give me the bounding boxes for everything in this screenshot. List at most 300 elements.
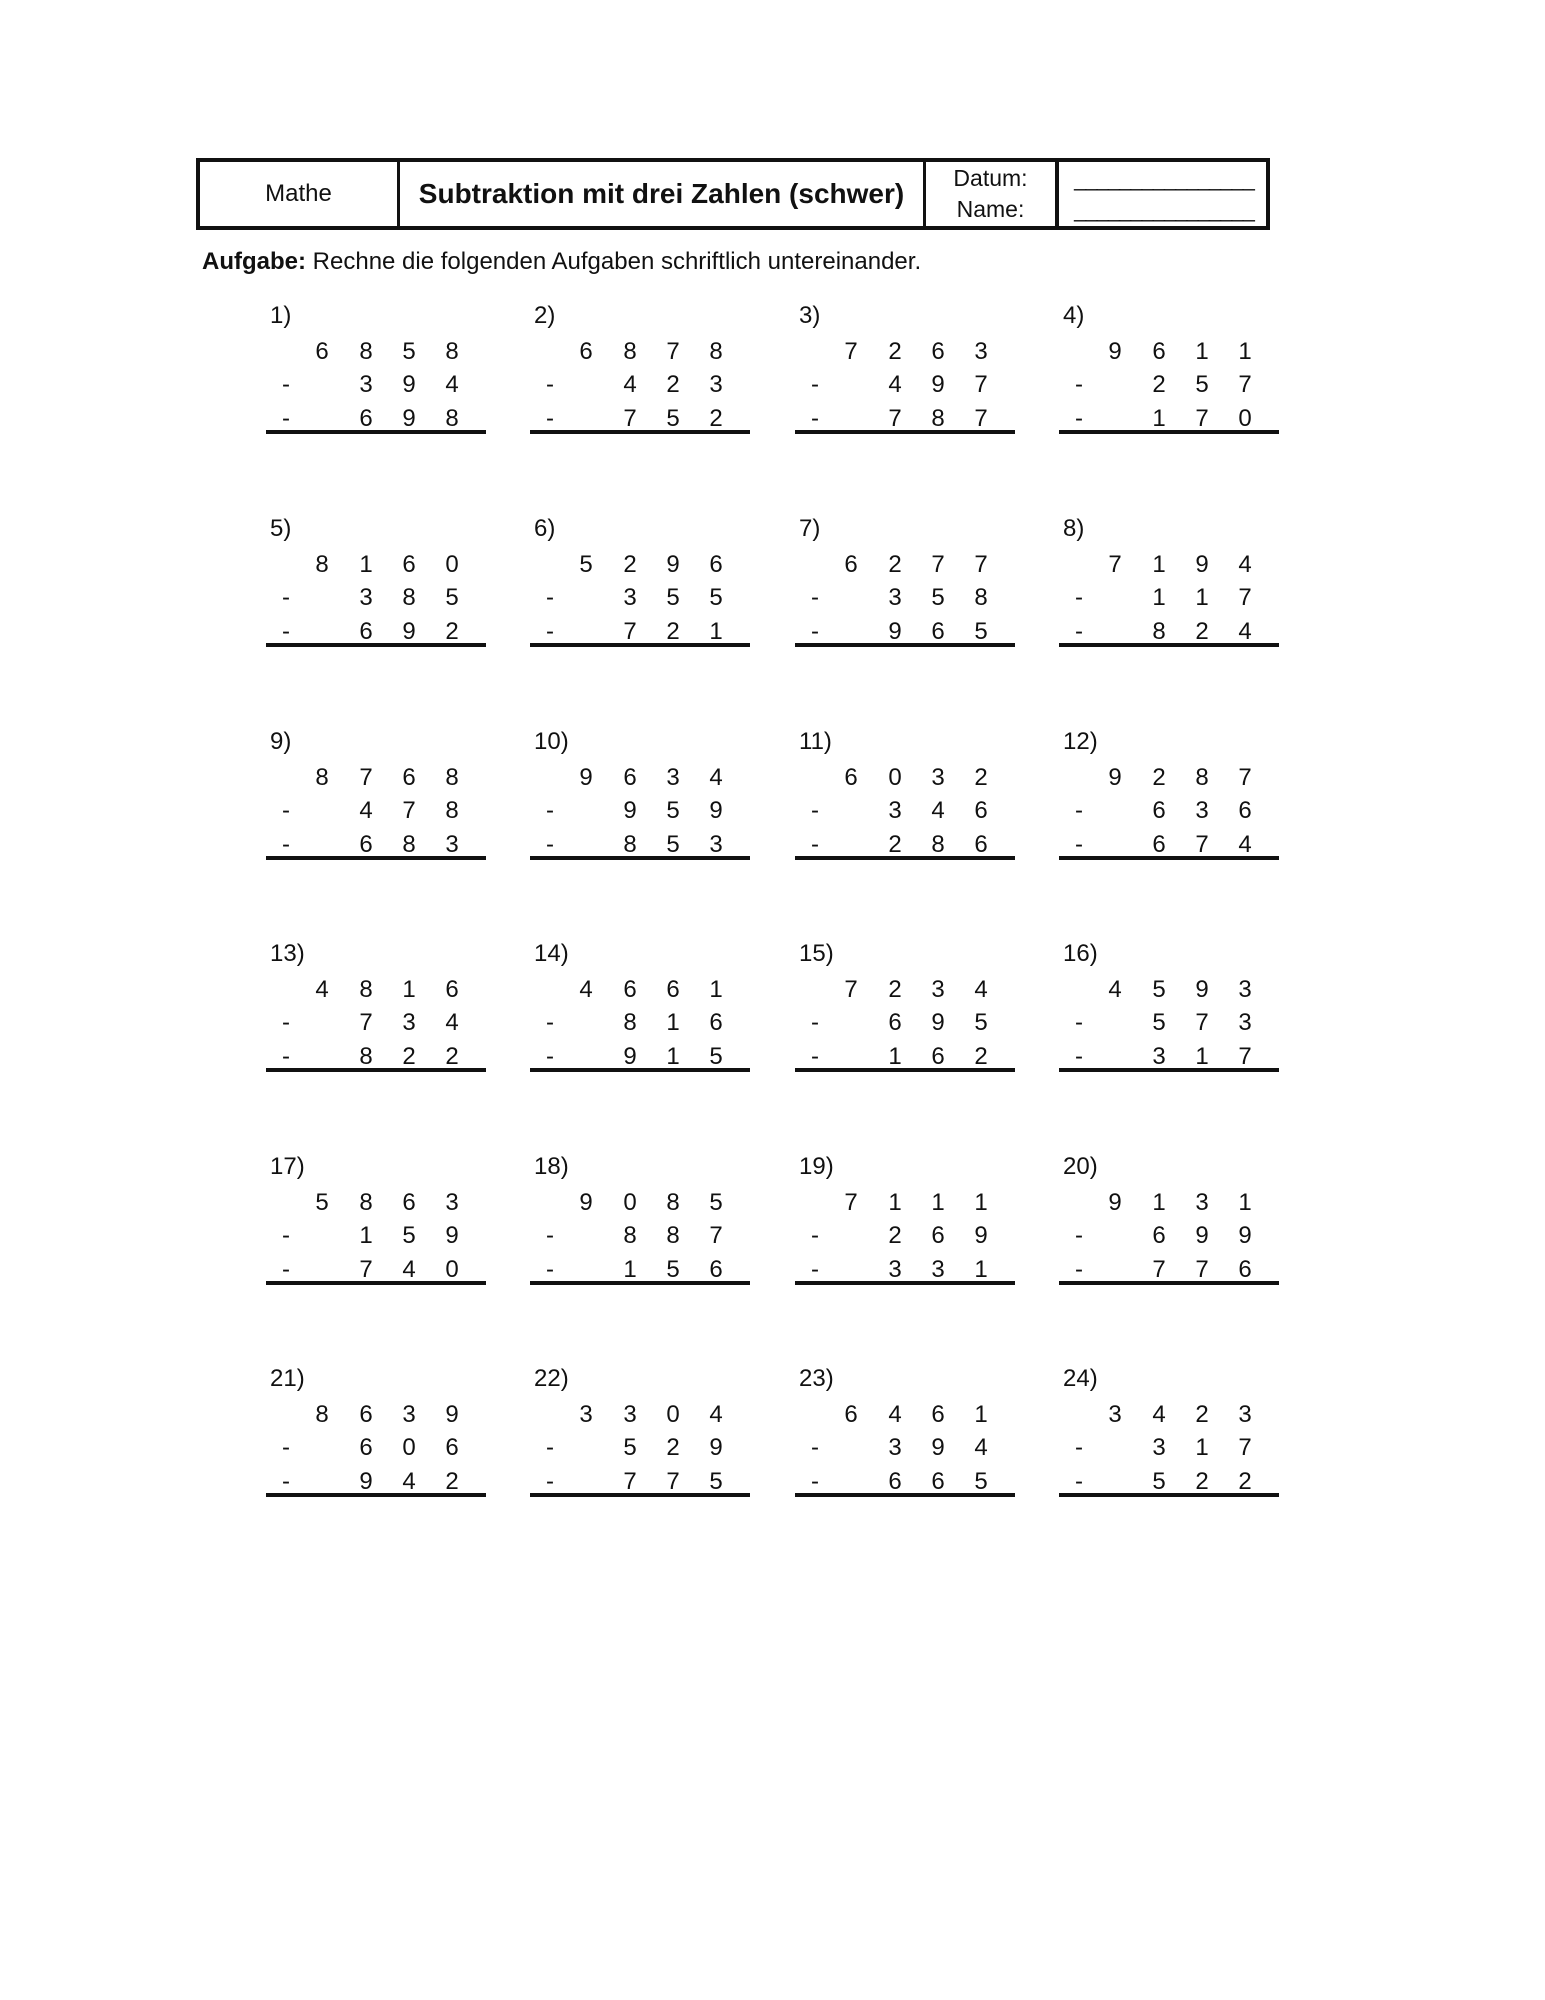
operator: - xyxy=(546,1009,554,1036)
digit: 7 xyxy=(844,1189,858,1216)
page-title: Subtraktion mit drei Zahlen (schwer) xyxy=(418,178,905,209)
problem-row xyxy=(1059,764,1279,797)
digit: 0 xyxy=(445,551,459,578)
problem-2 xyxy=(530,302,750,452)
digit: 6 xyxy=(1238,797,1252,824)
operator: - xyxy=(282,831,290,858)
problem-23 xyxy=(795,1365,1015,1515)
digit: 6 xyxy=(709,1256,723,1283)
digit: 6 xyxy=(623,764,637,791)
digit: 4 xyxy=(709,764,723,791)
digit: 4 xyxy=(445,371,459,398)
problem-12 xyxy=(1059,728,1279,878)
digit: 6 xyxy=(844,551,858,578)
digit: 2 xyxy=(402,1043,416,1070)
digit: 5 xyxy=(666,797,680,824)
problem-row xyxy=(530,976,750,1009)
digit: 8 xyxy=(623,1222,637,1249)
digit: 4 xyxy=(402,1468,416,1495)
digit: 3 xyxy=(402,1009,416,1036)
digit: 3 xyxy=(709,371,723,398)
problem-5 xyxy=(266,515,486,665)
operator: - xyxy=(546,1043,554,1070)
problem-number: 19) xyxy=(799,1153,834,1180)
operator: - xyxy=(811,618,819,645)
problem-row xyxy=(530,371,750,404)
digit: 5 xyxy=(623,1434,637,1461)
digit: 8 xyxy=(445,797,459,824)
digit: 0 xyxy=(623,1189,637,1216)
problem-row xyxy=(795,797,1015,830)
problem-row xyxy=(266,797,486,830)
digit: 7 xyxy=(888,405,902,432)
digit: 5 xyxy=(709,1043,723,1070)
digit: 7 xyxy=(1238,764,1252,791)
result-line xyxy=(1059,1068,1279,1072)
digit: 8 xyxy=(623,831,637,858)
digit: 9 xyxy=(888,618,902,645)
digit: 7 xyxy=(623,618,637,645)
digit: 8 xyxy=(445,764,459,791)
result-line xyxy=(266,1493,486,1497)
operator: - xyxy=(546,1222,554,1249)
problem-row xyxy=(795,1222,1015,1255)
operator: - xyxy=(282,584,290,611)
digit: 2 xyxy=(709,405,723,432)
digit: 8 xyxy=(445,405,459,432)
digit: 1 xyxy=(1152,551,1166,578)
operator: - xyxy=(1075,371,1083,398)
date-label: Datum: xyxy=(953,165,1028,191)
problem-19 xyxy=(795,1153,1015,1303)
digit: 5 xyxy=(315,1189,329,1216)
digit: 1 xyxy=(1152,584,1166,611)
digit: 2 xyxy=(888,551,902,578)
digit: 3 xyxy=(1108,1401,1122,1428)
digit: 3 xyxy=(666,764,680,791)
problem-row xyxy=(530,1009,750,1042)
digit: 6 xyxy=(402,1189,416,1216)
result-line xyxy=(530,643,750,647)
problem-row xyxy=(266,764,486,797)
problem-row xyxy=(266,584,486,617)
digit: 5 xyxy=(1195,371,1209,398)
subject-label: Mathe xyxy=(265,180,332,207)
operator: - xyxy=(282,797,290,824)
digit: 3 xyxy=(445,831,459,858)
digit: 3 xyxy=(402,1401,416,1428)
problem-row xyxy=(266,371,486,404)
digit: 3 xyxy=(1152,1043,1166,1070)
digit: 7 xyxy=(974,551,988,578)
digit: 7 xyxy=(974,405,988,432)
problem-22 xyxy=(530,1365,750,1515)
digit: 3 xyxy=(888,1434,902,1461)
problem-11 xyxy=(795,728,1015,878)
digit: 4 xyxy=(445,1009,459,1036)
digit: 3 xyxy=(1238,976,1252,1003)
digit: 9 xyxy=(1108,338,1122,365)
digit: 7 xyxy=(844,976,858,1003)
digit: 4 xyxy=(1108,976,1122,1003)
problem-row xyxy=(795,1009,1015,1042)
digit: 6 xyxy=(1152,1222,1166,1249)
digit: 2 xyxy=(974,1043,988,1070)
digit: 1 xyxy=(931,1189,945,1216)
problem-9 xyxy=(266,728,486,878)
digit: 8 xyxy=(315,1401,329,1428)
digit: 9 xyxy=(974,1222,988,1249)
result-line xyxy=(266,1281,486,1285)
result-line xyxy=(795,430,1015,434)
digit: 5 xyxy=(666,584,680,611)
digit: 8 xyxy=(315,551,329,578)
digit: 7 xyxy=(1195,1256,1209,1283)
problem-row xyxy=(1059,551,1279,584)
problem-row xyxy=(1059,338,1279,371)
operator: - xyxy=(282,618,290,645)
problem-1 xyxy=(266,302,486,452)
digit: 6 xyxy=(888,1468,902,1495)
problem-row xyxy=(1059,1189,1279,1222)
digit: 1 xyxy=(1152,1189,1166,1216)
digit: 7 xyxy=(1195,831,1209,858)
digit: 1 xyxy=(888,1189,902,1216)
digit: 2 xyxy=(888,1222,902,1249)
operator: - xyxy=(1075,1222,1083,1249)
digit: 4 xyxy=(402,1256,416,1283)
digit: 4 xyxy=(888,1401,902,1428)
problem-number: 7) xyxy=(799,515,821,542)
digit: 8 xyxy=(359,1189,373,1216)
operator: - xyxy=(811,831,819,858)
problem-row xyxy=(266,1009,486,1042)
operator: - xyxy=(1075,584,1083,611)
digit: 6 xyxy=(359,1434,373,1461)
problem-row xyxy=(1059,371,1279,404)
digit: 2 xyxy=(888,338,902,365)
problem-number: 15) xyxy=(799,940,834,967)
result-line xyxy=(266,643,486,647)
digit: 5 xyxy=(709,584,723,611)
digit: 1 xyxy=(666,1043,680,1070)
problem-row xyxy=(795,976,1015,1009)
digit: 1 xyxy=(974,1401,988,1428)
problem-3 xyxy=(795,302,1015,452)
operator: - xyxy=(811,371,819,398)
digit: 2 xyxy=(445,618,459,645)
result-line xyxy=(266,430,486,434)
digit: 6 xyxy=(445,976,459,1003)
digit: 8 xyxy=(402,831,416,858)
digit: 1 xyxy=(359,1222,373,1249)
digit: 9 xyxy=(445,1401,459,1428)
digit: 6 xyxy=(931,1401,945,1428)
digit: 2 xyxy=(445,1468,459,1495)
problem-row xyxy=(795,1189,1015,1222)
problem-row xyxy=(266,338,486,371)
digit: 1 xyxy=(974,1189,988,1216)
result-line xyxy=(1059,1493,1279,1497)
operator: - xyxy=(811,405,819,432)
problem-8 xyxy=(1059,515,1279,665)
digit: 1 xyxy=(402,976,416,1003)
digit: 5 xyxy=(931,584,945,611)
operator: - xyxy=(282,405,290,432)
problem-row xyxy=(530,764,750,797)
result-line xyxy=(795,856,1015,860)
problem-number: 3) xyxy=(799,302,821,329)
digit: 6 xyxy=(623,976,637,1003)
digit: 3 xyxy=(579,1401,593,1428)
problem-row xyxy=(795,371,1015,404)
operator: - xyxy=(282,1256,290,1283)
operator: - xyxy=(811,797,819,824)
problem-row xyxy=(795,1434,1015,1467)
problem-row xyxy=(530,1189,750,1222)
problem-row xyxy=(266,1434,486,1467)
digit: 6 xyxy=(844,764,858,791)
instruction xyxy=(202,248,921,276)
digit: 5 xyxy=(666,405,680,432)
digit: 6 xyxy=(1152,338,1166,365)
digit: 5 xyxy=(1152,1009,1166,1036)
instruction-label: Aufgabe: xyxy=(202,248,306,275)
digit: 6 xyxy=(445,1434,459,1461)
operator: - xyxy=(546,1468,554,1495)
digit: 5 xyxy=(974,1468,988,1495)
digit: 9 xyxy=(931,1434,945,1461)
digit: 4 xyxy=(579,976,593,1003)
digit: 3 xyxy=(888,584,902,611)
digit: 3 xyxy=(1195,797,1209,824)
problem-row xyxy=(795,551,1015,584)
problem-number: 22) xyxy=(534,1365,569,1392)
result-line xyxy=(795,1281,1015,1285)
digit: 4 xyxy=(974,1434,988,1461)
digit: 5 xyxy=(666,1256,680,1283)
digit: 2 xyxy=(1195,1401,1209,1428)
result-line xyxy=(530,430,750,434)
digit: 3 xyxy=(931,764,945,791)
problem-row xyxy=(530,338,750,371)
result-line xyxy=(795,1068,1015,1072)
digit: 8 xyxy=(359,1043,373,1070)
digit: 8 xyxy=(315,764,329,791)
digit: 6 xyxy=(666,976,680,1003)
digit: 6 xyxy=(579,338,593,365)
digit: 1 xyxy=(974,1256,988,1283)
problem-number: 4) xyxy=(1063,302,1085,329)
digit: 6 xyxy=(931,1222,945,1249)
problem-row xyxy=(266,1189,486,1222)
digit: 4 xyxy=(709,1401,723,1428)
digit: 5 xyxy=(974,1009,988,1036)
problem-18 xyxy=(530,1153,750,1303)
digit: 1 xyxy=(1152,405,1166,432)
digit: 5 xyxy=(1152,1468,1166,1495)
digit: 6 xyxy=(315,338,329,365)
operator: - xyxy=(546,405,554,432)
problem-24 xyxy=(1059,1365,1279,1515)
problem-row xyxy=(795,338,1015,371)
problem-row xyxy=(530,1222,750,1255)
problem-number: 14) xyxy=(534,940,569,967)
digit: 1 xyxy=(1195,584,1209,611)
problem-number: 12) xyxy=(1063,728,1098,755)
digit: 1 xyxy=(709,618,723,645)
digit: 9 xyxy=(1195,976,1209,1003)
operator: - xyxy=(1075,1043,1083,1070)
result-line xyxy=(530,1281,750,1285)
digit: 9 xyxy=(623,797,637,824)
problem-number: 20) xyxy=(1063,1153,1098,1180)
digit: 1 xyxy=(1195,1434,1209,1461)
digit: 8 xyxy=(445,338,459,365)
problem-number: 6) xyxy=(534,515,556,542)
digit: 6 xyxy=(931,1043,945,1070)
digit: 5 xyxy=(402,1222,416,1249)
digit: 6 xyxy=(888,1009,902,1036)
digit: 9 xyxy=(579,764,593,791)
digit: 9 xyxy=(623,1043,637,1070)
digit: 4 xyxy=(1238,831,1252,858)
problem-6 xyxy=(530,515,750,665)
problem-number: 21) xyxy=(270,1365,305,1392)
digit: 5 xyxy=(666,831,680,858)
digit: 2 xyxy=(1195,618,1209,645)
operator: - xyxy=(282,1434,290,1461)
problem-17 xyxy=(266,1153,486,1303)
digit: 3 xyxy=(709,831,723,858)
operator: - xyxy=(546,831,554,858)
digit: 6 xyxy=(844,1401,858,1428)
digit: 2 xyxy=(1195,1468,1209,1495)
digit: 9 xyxy=(931,371,945,398)
digit: 7 xyxy=(1238,371,1252,398)
digit: 8 xyxy=(623,338,637,365)
digit: 5 xyxy=(579,551,593,578)
digit: 8 xyxy=(359,338,373,365)
digit: 4 xyxy=(359,797,373,824)
problem-row xyxy=(1059,1009,1279,1042)
digit: 5 xyxy=(709,1468,723,1495)
digit: 7 xyxy=(1108,551,1122,578)
digit: 8 xyxy=(931,831,945,858)
digit: 3 xyxy=(445,1189,459,1216)
digit: 9 xyxy=(1108,764,1122,791)
operator: - xyxy=(546,1434,554,1461)
problem-row xyxy=(1059,976,1279,1009)
digit: 6 xyxy=(1152,831,1166,858)
digit: 2 xyxy=(666,618,680,645)
digit: 2 xyxy=(666,1434,680,1461)
digit: 3 xyxy=(1238,1009,1252,1036)
digit: 9 xyxy=(402,371,416,398)
digit: 7 xyxy=(1238,584,1252,611)
digit: 5 xyxy=(709,1189,723,1216)
result-line xyxy=(795,1493,1015,1497)
digit: 8 xyxy=(666,1222,680,1249)
digit: 4 xyxy=(931,797,945,824)
digit: 7 xyxy=(974,371,988,398)
operator: - xyxy=(546,618,554,645)
digit: 1 xyxy=(1195,1043,1209,1070)
operator: - xyxy=(1075,1434,1083,1461)
operator: - xyxy=(1075,797,1083,824)
digit: 7 xyxy=(931,551,945,578)
digit: 7 xyxy=(359,1009,373,1036)
problem-16 xyxy=(1059,940,1279,1090)
digit: 9 xyxy=(709,797,723,824)
digit: 8 xyxy=(666,1189,680,1216)
digit: 2 xyxy=(1152,764,1166,791)
operator: - xyxy=(546,371,554,398)
operator: - xyxy=(1075,1256,1083,1283)
digit: 2 xyxy=(445,1043,459,1070)
problem-number: 8) xyxy=(1063,515,1085,542)
digit: 4 xyxy=(888,371,902,398)
digit: 3 xyxy=(931,1256,945,1283)
digit: 2 xyxy=(888,976,902,1003)
instruction-text: Rechne die folgenden Aufgaben schriftlich untereinander. xyxy=(306,248,922,275)
digit: 8 xyxy=(1152,618,1166,645)
operator: - xyxy=(1075,1468,1083,1495)
digit: 6 xyxy=(359,831,373,858)
problem-number: 17) xyxy=(270,1153,305,1180)
problem-row xyxy=(1059,1222,1279,1255)
digit: 9 xyxy=(709,1434,723,1461)
digit: 9 xyxy=(666,551,680,578)
fill-lines-cell xyxy=(1059,162,1266,226)
digit: 6 xyxy=(359,618,373,645)
digit: 9 xyxy=(402,618,416,645)
operator: - xyxy=(811,584,819,611)
operator: - xyxy=(546,584,554,611)
digit: 4 xyxy=(974,976,988,1003)
operator: - xyxy=(546,797,554,824)
digit: 3 xyxy=(1152,1434,1166,1461)
digit: 3 xyxy=(1195,1189,1209,1216)
digit: 8 xyxy=(974,584,988,611)
digit: 3 xyxy=(974,338,988,365)
digit: 2 xyxy=(974,764,988,791)
digit: 8 xyxy=(709,338,723,365)
operator: - xyxy=(811,1468,819,1495)
problem-row xyxy=(530,1401,750,1434)
digit: 8 xyxy=(931,405,945,432)
digit: 7 xyxy=(1152,1256,1166,1283)
digit: 3 xyxy=(888,1256,902,1283)
problem-20 xyxy=(1059,1153,1279,1303)
operator: - xyxy=(811,1256,819,1283)
digit: 9 xyxy=(1238,1222,1252,1249)
problem-14 xyxy=(530,940,750,1090)
digit: 7 xyxy=(623,405,637,432)
digit: 3 xyxy=(359,584,373,611)
digit: 8 xyxy=(623,1009,637,1036)
digit: 4 xyxy=(1238,618,1252,645)
digit: 6 xyxy=(402,764,416,791)
operator: - xyxy=(811,1043,819,1070)
digit: 1 xyxy=(888,1043,902,1070)
digit: 6 xyxy=(1152,797,1166,824)
digit: 6 xyxy=(709,1009,723,1036)
digit: 6 xyxy=(931,618,945,645)
digit: 3 xyxy=(931,976,945,1003)
digit: 5 xyxy=(402,338,416,365)
digit: 5 xyxy=(445,584,459,611)
